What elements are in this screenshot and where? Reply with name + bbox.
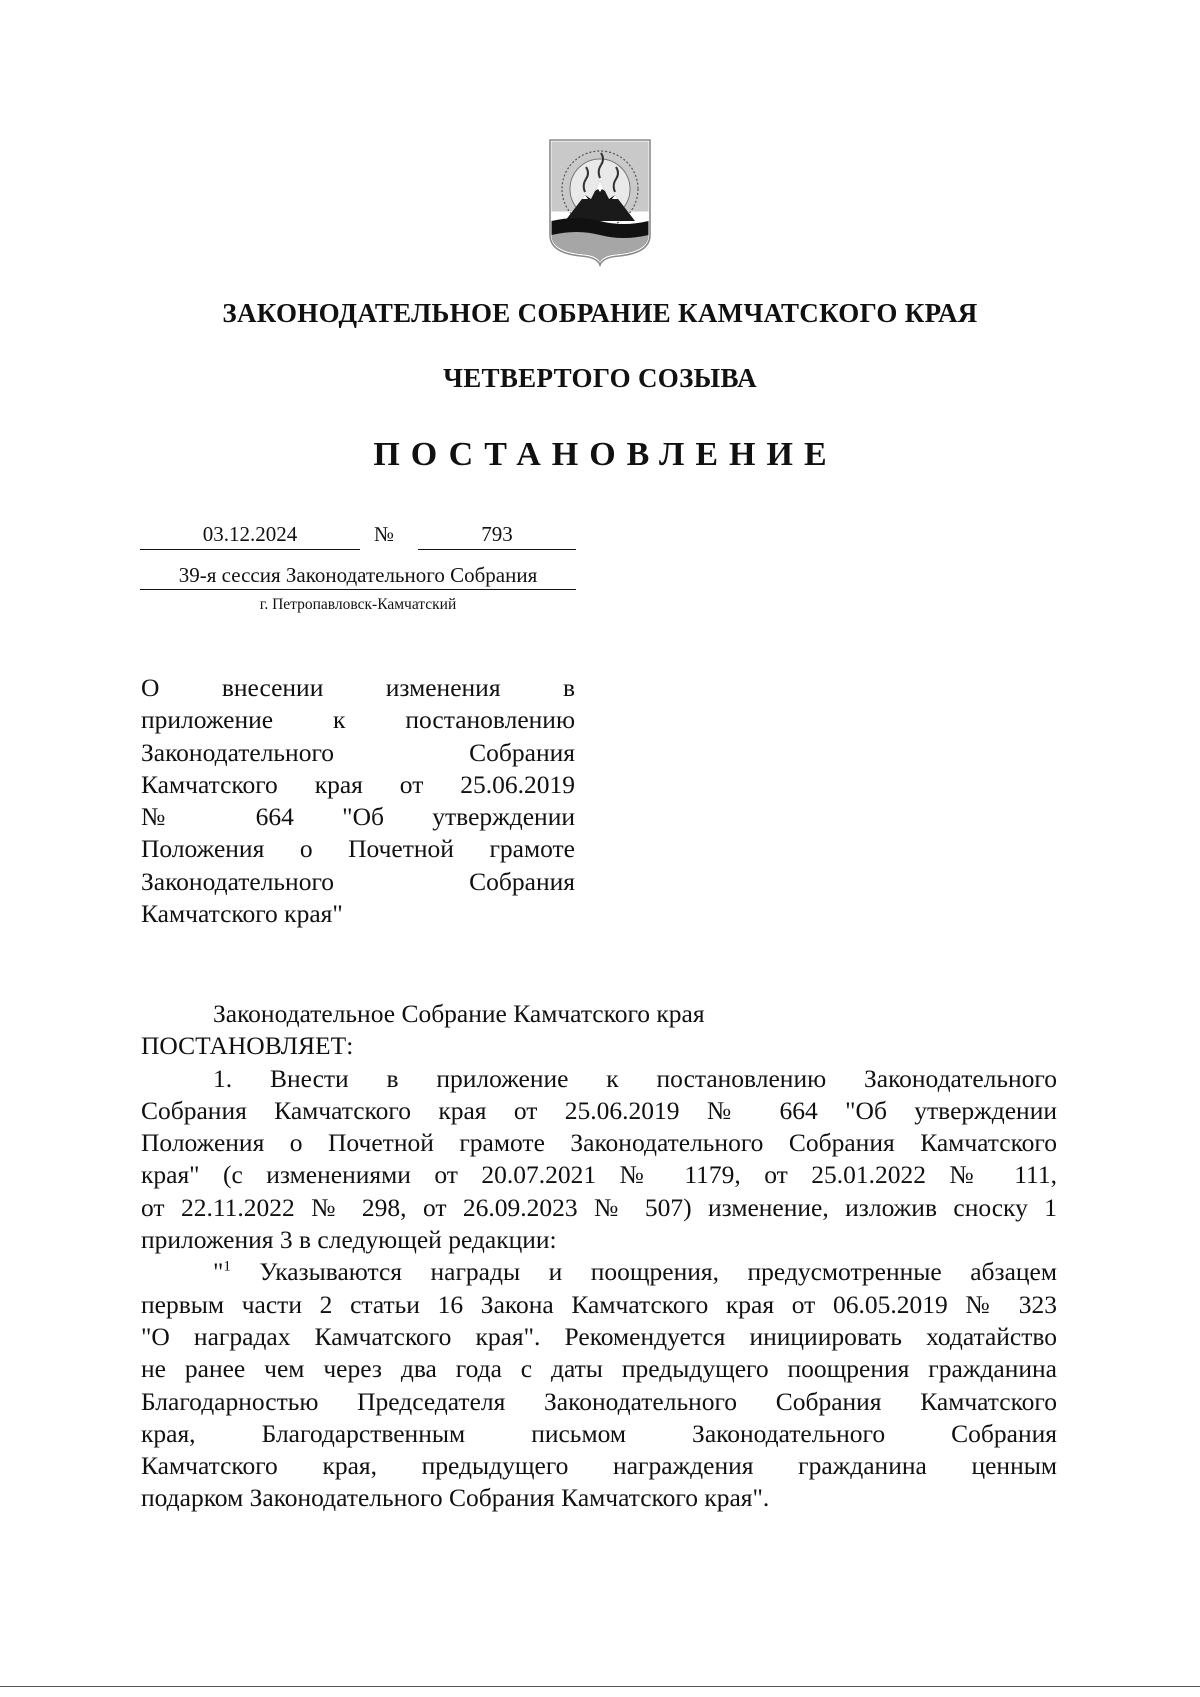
- subject-line: Камчатского края": [141, 899, 343, 929]
- footnote-number: 1: [223, 1258, 231, 1275]
- organization-title: ЗАКОНОДАТЕЛЬНОЕ СОБРАНИЕ КАМЧАТСКОГО КРАЯ: [222, 298, 978, 328]
- footnote-line: [141, 1256, 1057, 1288]
- body-line: подарком Законодательного Собрания Камчатского края".: [141, 1483, 770, 1513]
- convocation-title: ЧЕТВЕРТОГО СОЗЫВА: [443, 363, 757, 393]
- body-line: Положения о Почетной грамоте Законодательного Собрания Камчатского: [141, 1128, 1057, 1158]
- body-line: Собрания Камчатского края от 25.06.2019 № 664 "Об утверждении: [141, 1095, 1057, 1125]
- body-line: Законодательное Собрание Камчатского края: [213, 999, 705, 1028]
- subject-line: О внесении изменения в: [141, 673, 575, 702]
- body-line: края, Благодарственным письмом Законодательного Собрания: [141, 1418, 1057, 1448]
- body-line: Благодарностью Председателя Законодательного Собрания Камчатского: [141, 1386, 1057, 1416]
- body-line: "О наградах Камчатского края". Рекомендуется инициировать ходатайство: [141, 1321, 1057, 1351]
- subject-line: приложение к постановлению: [141, 705, 575, 735]
- session-line: 39-я сессия Законодательного Собрания: [140, 561, 576, 590]
- body-line: Камчатского края, предыдущего награждения гражданина ценным: [141, 1451, 1057, 1481]
- body-line: ПОСТАНОВЛЯЕТ:: [141, 1031, 354, 1061]
- document-meta: [140, 520, 576, 613]
- document-date: 03.12.2024: [140, 520, 360, 550]
- document-number: 793: [418, 520, 576, 550]
- number-sign: №: [374, 522, 395, 546]
- document-type-title: ПОСТАНОВЛЕНИЕ: [373, 436, 838, 473]
- body-line: первым части 2 статьи 16 Закона Камчатского края от 06.05.2019 № 323: [141, 1289, 1057, 1319]
- city-line: г. Петропавловск-Камчатский: [259, 596, 457, 613]
- quote-mark: ": [213, 1257, 224, 1287]
- body-line: края" (с изменениями от 20.07.2021 № 1179, от 25.01.2022 № 111,: [141, 1160, 1057, 1190]
- document-subject: [141, 672, 575, 930]
- subject-line: № 664 "Об утверждении: [141, 802, 575, 832]
- body-line: 1. Внести в приложение к постановлению Законодательного: [213, 1063, 1057, 1093]
- coat-of-arms-icon: [547, 137, 653, 267]
- document-body: [141, 998, 1057, 1515]
- body-line: не ранее чем через два года с даты предыдущего поощрения гражданина: [141, 1354, 1057, 1384]
- footnote-text: Указываются награды и поощрения, предусмотренные абзацем: [259, 1257, 1058, 1287]
- subject-line: Камчатского края от 25.06.2019: [141, 769, 575, 799]
- body-line: от 22.11.2022 № 298, от 26.09.2023 № 507) изменение, изложив сноску 1: [141, 1192, 1057, 1222]
- subject-line: Законодательного Собрания: [141, 737, 575, 767]
- subject-line: Законодательного Собрания: [141, 866, 575, 896]
- page-bottom-rule: [0, 1686, 1200, 1687]
- subject-line: Положения о Почетной грамоте: [141, 834, 575, 864]
- body-line: приложения 3 в следующей редакции:: [141, 1225, 557, 1255]
